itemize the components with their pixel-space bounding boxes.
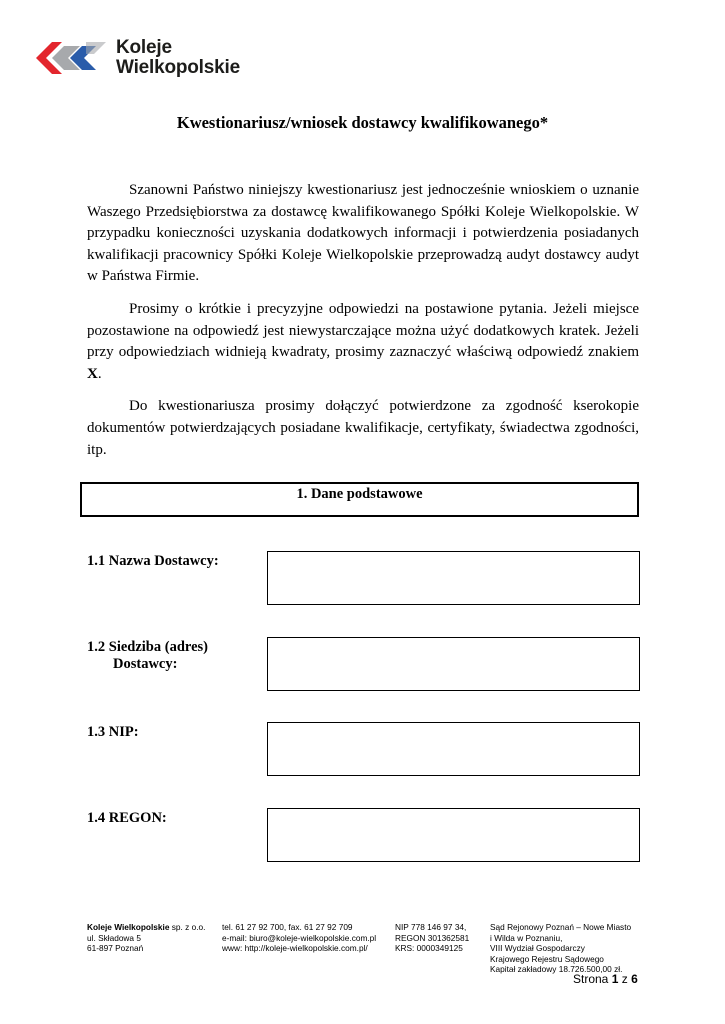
regon-label: 1.4 REGON: xyxy=(87,810,167,826)
regon-field[interactable] xyxy=(267,808,640,862)
logo-line-2: Wielkopolskie xyxy=(116,57,240,78)
company-logo xyxy=(36,38,240,78)
footer-court-line-2: i Wilda w Poznaniu, xyxy=(490,932,563,943)
page-number xyxy=(573,972,638,986)
nip-label: 1.3 NIP: xyxy=(87,724,139,740)
intro-paragraph-2-text: Prosimy o krótkie i precyzyjne odpowiedzi na postawione pytania. Jeżeli miejsce pozostawione na odpowiedź jest niewystarczające można użyć dodatkowych kratek. Jeżeli przy odpowiedziach widnieją kwadraty, prosimy zaznaczyć właściwą odpowiedź znakiem xyxy=(87,300,639,361)
document-title: Kwestionariusz/wniosek dostawcy kwalifikowanego* xyxy=(176,113,549,132)
footer-court-line-4: Krajowego Rejestru Sądowego xyxy=(490,953,604,964)
footer-company-name: Koleje Wielkopolskie xyxy=(87,922,170,932)
section-heading-basic-data: 1. Dane podstawowe xyxy=(80,482,639,517)
footer-phone: tel. 61 27 92 700, fax. 61 27 92 709 xyxy=(222,922,353,932)
page-label: Strona xyxy=(573,972,612,986)
footer-krs: KRS: 0000349125 xyxy=(395,943,463,953)
page-total: 6 xyxy=(631,972,638,986)
logo-wordmark xyxy=(116,38,240,78)
intro-text xyxy=(87,180,639,472)
nip-field[interactable] xyxy=(267,722,640,776)
footer-regon: REGON 301362581 xyxy=(395,932,470,943)
footer-company-name-line xyxy=(87,922,205,933)
paragraph-period: . xyxy=(97,365,102,382)
intro-paragraph-3: Do kwestionariusza prosimy dołączyć potwierdzone za zgodność kserokopie dokumentów potwierdzających posiadane kwalifikacje, certyfikaty, świadectwa zgodności, itp. xyxy=(87,398,639,458)
intro-paragraph-2 xyxy=(87,299,639,385)
supplier-name-field[interactable] xyxy=(267,551,640,605)
footer-city: 61-897 Poznań xyxy=(87,943,144,953)
footer-court-line-3: VIII Wydział Gospodarczy xyxy=(490,943,585,953)
page-of: z xyxy=(618,972,632,986)
footer-court-line-1: Sąd Rejonowy Poznań – Nowe Miasto xyxy=(490,922,632,932)
koleje-wielkopolskie-logo-icon xyxy=(36,39,106,77)
footer-court xyxy=(490,922,631,975)
intro-paragraph-1: Szanowni Państwo niniejszy kwestionariusz jest jednocześnie wnioskiem o uznanie Waszego Przedsiębiorstwa za dostawcę kwalifikowanego Spółki Koleje Wielkopolskie. W przypadku konieczności uzyskania dodatkowych informacji i potwierdzenia posiadanych kwalifikacji pracownicy Spółki Koleje Wielkopolskie przeprowadzą audyt dostawcy audyt w Państwa Firmie. xyxy=(87,182,639,285)
footer-registration xyxy=(395,922,469,954)
supplier-address-label-line-2: Dostawcy: xyxy=(113,656,178,672)
footer-www[interactable]: www: http://koleje-wielkopolskie.com.pl/ xyxy=(222,943,368,953)
page-current: 1 xyxy=(611,972,619,986)
mark-character: X xyxy=(87,365,98,382)
supplier-address-field[interactable] xyxy=(267,637,640,691)
footer-company-suffix: sp. z o.o. xyxy=(169,922,206,932)
supplier-name-label: 1.1 Nazwa Dostawcy: xyxy=(87,553,219,569)
footer-company xyxy=(87,922,205,954)
logo-line-1: Koleje xyxy=(116,37,172,58)
footer-email[interactable]: e-mail: biuro@koleje-wielkopolskie.com.pl xyxy=(222,932,377,943)
supplier-address-label xyxy=(87,639,208,673)
footer-nip: NIP 778 146 97 34, xyxy=(395,922,467,932)
footer-street: ul. Składowa 5 xyxy=(87,932,141,943)
footer-contact xyxy=(222,922,376,954)
supplier-address-label-line-1: 1.2 Siedziba (adres) xyxy=(87,639,208,655)
footer-capital: Kapitał zakładowy 18.726.500,00 zł. xyxy=(490,964,623,974)
